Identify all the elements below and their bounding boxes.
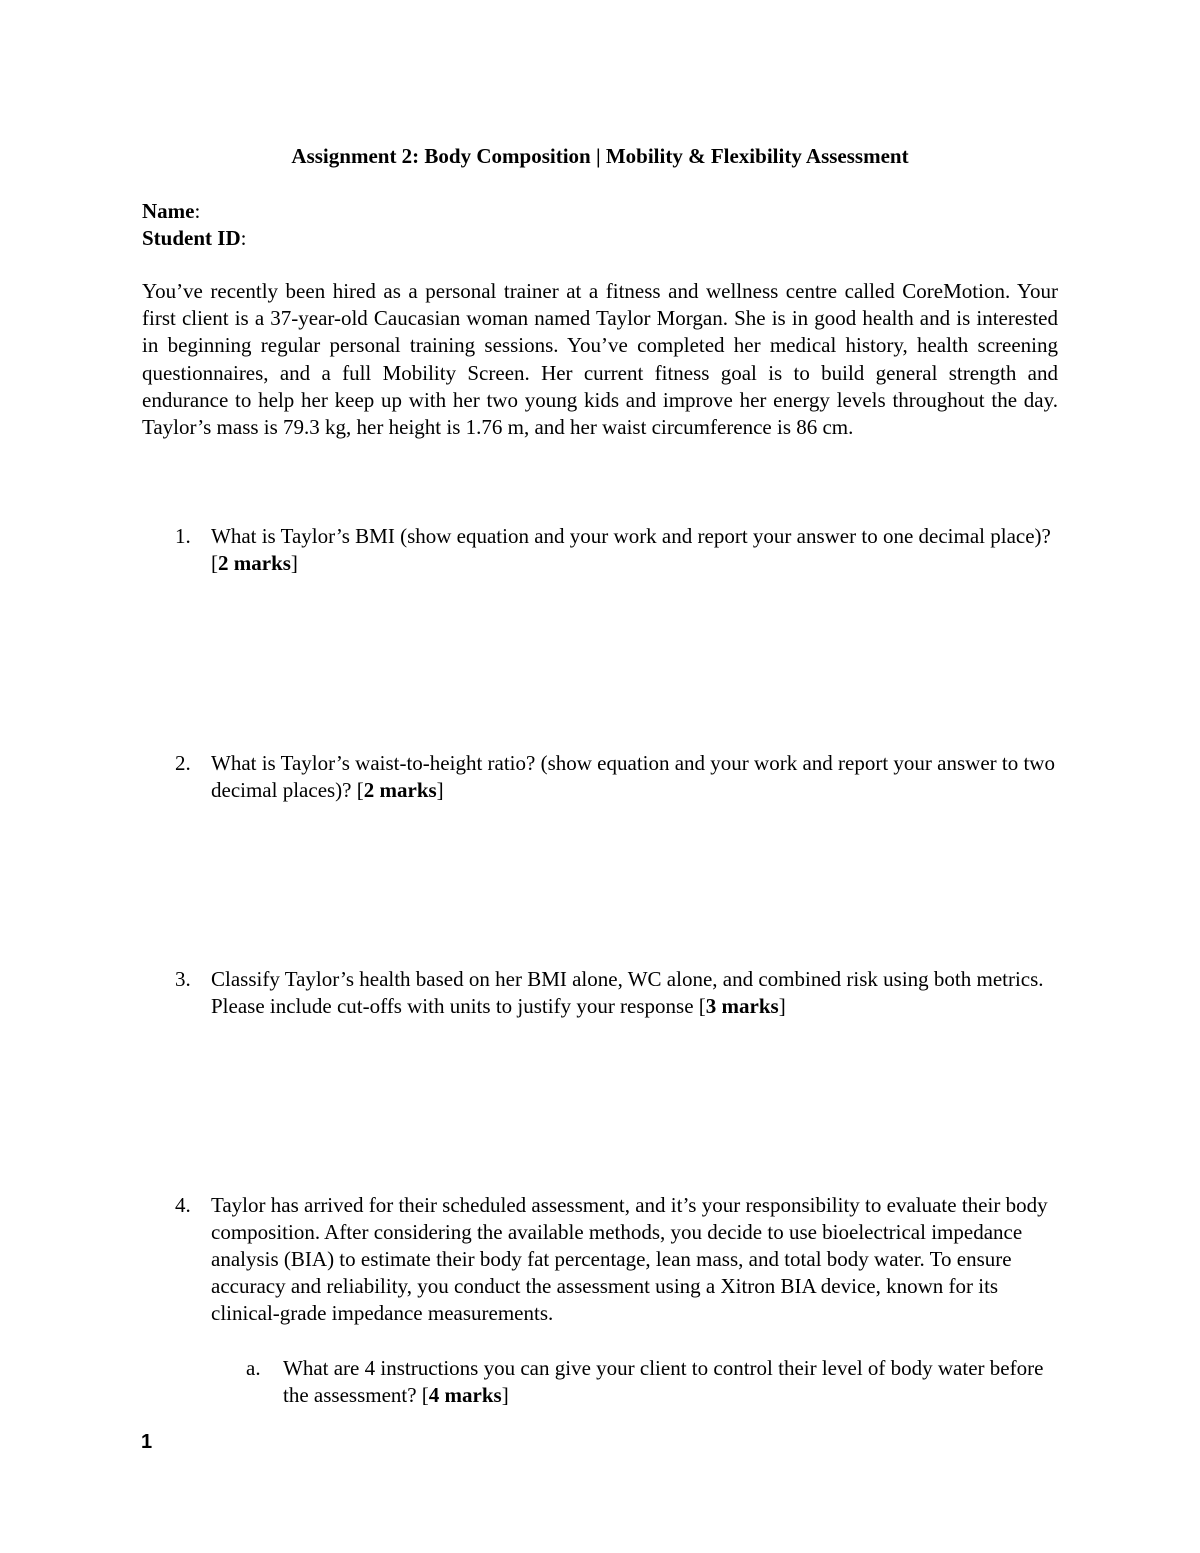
question-number: 3. (175, 967, 191, 991)
student-id-label: Student ID (142, 226, 241, 250)
subquestion-end: ] (501, 1383, 509, 1407)
name-field (142, 198, 200, 225)
question-end: ] (290, 551, 298, 575)
question-4 (175, 1192, 1055, 1327)
question-number: 1. (175, 524, 191, 548)
question-1 (175, 523, 1055, 577)
question-text-block (211, 750, 1055, 804)
subquestion-text-block (283, 1355, 1046, 1409)
subquestion-marks: 4 marks (428, 1383, 502, 1407)
question-3 (175, 966, 1055, 1020)
intro-paragraph: You’ve recently been hired as a personal trainer at a fitness and wellness centre called CoreMotion. Your first client is a 37-year-old Caucasian woman named Taylor Morgan. She is in good health and is interested in beginning regular personal training sessions. You’ve completed her medical history, health screening questionnaires, and a full Mobility Screen. Her current fitness goal is to build general strength and endurance to help her keep up with her two young kids and improve her energy levels throughout the day. Taylor’s mass is 79.3 kg, her height is 1.76 m, and her waist circumference is 86 cm. (142, 279, 1058, 440)
subquestion-text: What are 4 instructions you can give your client to control their level of body water before the assessment? [ (283, 1356, 1044, 1407)
question-number: 4. (175, 1193, 191, 1217)
student-id-field (142, 225, 246, 252)
question-number: 2. (175, 751, 191, 775)
page-number: 1 (141, 1431, 153, 1453)
name-label: Name (142, 199, 195, 223)
subquestion-4a (246, 1355, 1046, 1409)
question-end: ] (778, 994, 786, 1018)
question-marks: 3 marks (705, 994, 779, 1018)
question-end: ] (436, 778, 444, 802)
question-marks: 2 marks (218, 551, 291, 575)
question-text: What is Taylor’s waist-to-height ratio? (show equation and your work and report your answer to two decimal places)? [ (211, 751, 1055, 802)
student-id-colon: : (240, 226, 247, 250)
question-text: Classify Taylor’s health based on her BMI alone, WC alone, and combined risk using both metrics. Please include cut-offs with units to justify your response [ (211, 967, 1044, 1018)
subquestion-letter: a. (246, 1356, 261, 1380)
document-title: Assignment 2: Body Composition | Mobility & Flexibility Assessment (291, 144, 909, 168)
question-text: What is Taylor’s BMI (show equation and your work and report your answer to one decimal place)? [ (211, 524, 1051, 575)
question-marks: 2 marks (363, 778, 437, 802)
question-text-block (211, 966, 1055, 1020)
question-text-block (211, 523, 1055, 577)
question-2 (175, 750, 1055, 804)
question-text: Taylor has arrived for their scheduled assessment, and it’s your responsibility to evaluate their body composition. After considering the available methods, you decide to use bioelectrical impedance analysis (BIA) to estimate their body fat percentage, lean mass, and total body water. To ensure accuracy and reliability, you conduct the assessment using a Xitron BIA device, known for its clinical-grade impedance measurements. (211, 1193, 1048, 1325)
name-colon: : (194, 199, 201, 223)
